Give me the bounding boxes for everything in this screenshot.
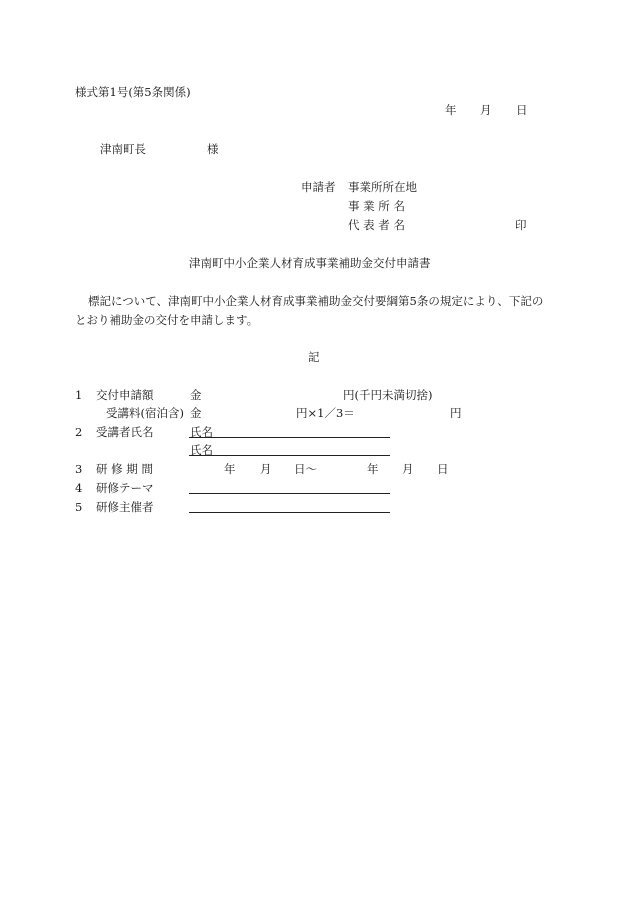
item-3-number: 3 (75, 462, 83, 476)
period-end-day: 日 (437, 462, 449, 476)
form-number-label: 様式第1号(第5条関係) (75, 85, 191, 99)
period-end-year: 年 (367, 462, 379, 476)
period-start-year: 年 (224, 462, 236, 476)
date-year: 年 (445, 103, 457, 117)
participant-name-1-label: 氏名 (190, 425, 213, 439)
item-1-label: 交付申請額 (96, 388, 154, 402)
tuition-kin: 金 (190, 406, 202, 420)
item-5-number: 5 (75, 500, 83, 514)
document-title: 津南町中小企業人材育成事業補助金交付申請書 (189, 256, 431, 270)
tuition-label: 受講料(宿泊含) (106, 406, 184, 420)
item-4-label: 研修テーマ (96, 481, 154, 495)
addressee-name: 津南町長 (100, 142, 146, 156)
applicant-label: 申請者 (301, 180, 336, 194)
period-start-day: 日～ (294, 462, 317, 476)
item-5-label: 研修主催者 (96, 500, 154, 514)
item-4-number: 4 (75, 481, 83, 495)
item-2-label: 受講者氏名 (96, 425, 154, 439)
period-start-month: 月 (260, 462, 272, 476)
body-line-2: とおり補助金の交付を申請します。 (75, 313, 259, 327)
theme-line (189, 493, 390, 494)
date-day: 日 (516, 103, 528, 117)
office-address-label: 事業所所在地 (348, 180, 417, 194)
body-line-1: 標記について、津南町中小企業人材育成事業補助金交付要綱第5条の規定により、下記の (88, 294, 544, 308)
item-1-yen-note: 円(千円未満切捨) (343, 388, 433, 402)
participant-name-2-label: 氏名 (190, 443, 213, 457)
tuition-formula: 円×1／3＝ (296, 406, 355, 420)
item-3-label: 研 修 期 間 (96, 462, 153, 476)
item-2-number: 2 (75, 425, 83, 439)
participant-name-1-line (189, 437, 390, 438)
period-end-month: 月 (402, 462, 414, 476)
tuition-yen: 円 (450, 406, 462, 420)
date-month: 月 (480, 103, 492, 117)
item-1-number: 1 (75, 388, 83, 402)
organizer-line (189, 512, 390, 513)
representative-label: 代 表 者 名 (348, 218, 405, 232)
addressee-honorific: 様 (207, 142, 219, 156)
item-1-kin: 金 (190, 388, 202, 402)
participant-name-2-line (189, 455, 390, 456)
seal-mark: 印 (515, 218, 527, 232)
ki-heading: 記 (308, 350, 320, 364)
office-name-label: 事 業 所 名 (348, 199, 405, 213)
